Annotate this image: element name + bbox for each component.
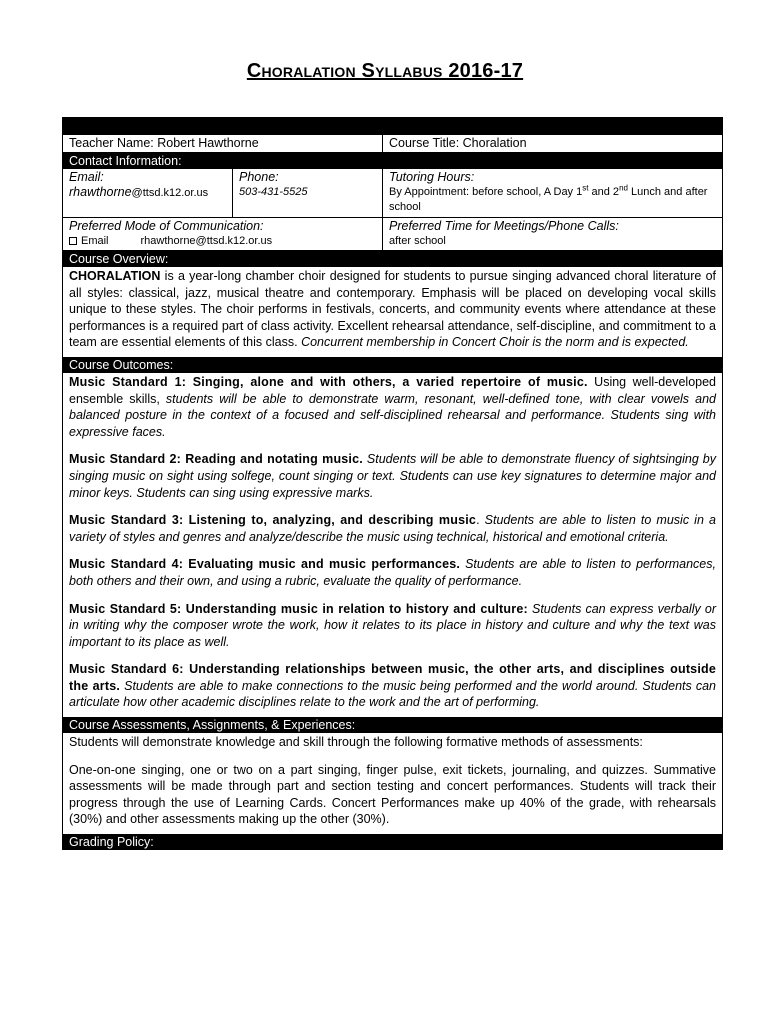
assessments-header: Course Assessments, Assignments, & Experiences: <box>63 717 722 733</box>
email-user: rhawthorne <box>69 185 132 199</box>
pref-time-cell <box>383 218 722 250</box>
document-title-text: Choralation Syllabus 2016-17 <box>246 60 524 82</box>
standard-5: Music Standard 5: Understanding music in relation to history and culture: Students can express verbally or in writing why the composer wrote the work, how it relates to its place in history and culture and why the text was important to its place as well. <box>69 601 716 649</box>
standard-2: Music Standard 2: Reading and notating music. Students will be able to demonstrate fluency of sightsinging by singing music on sight using solfege, count singing or text. Students can use key signatures to determine major and minor keys. Students can sing using expressive marks. <box>69 452 716 500</box>
standard-4: Music Standard 4: Evaluating music and music performances. Students are able to listen to performances, both others and their own, and using a rubric, evaluate the quality of performance. <box>69 557 716 588</box>
pref-mode-label: Preferred Mode of Communication: <box>69 219 264 233</box>
course-title: Course Title: Choralation <box>389 136 527 150</box>
standard-3: Music Standard 3: Listening to, analyzing, and describing music. Students are able to listen to music in a variety of styles and genres and analyze/describe the music using technical, historical and emotional criteria. <box>69 513 716 544</box>
pref-mode-cell <box>63 218 383 250</box>
email-domain: @ttsd.k12.or.us <box>131 187 209 199</box>
teacher-name: Teacher Name: Robert Hawthorne <box>63 135 383 152</box>
overview-text: is a year-long chamber choir designed for students to pursue singing advanced choral literature of all styles: classical, jazz, musical theatre and contemporary. Emphasis will be placed on developing vocal skills unique to these styles. The choir performs in festivals, concerts, and community events where attendance at these performances is a required part of class activity. Excellent rehearsal attendance, self-discipline, and commitment to a team are essential elements of this class. <box>69 269 716 350</box>
grading-header: Grading Policy: <box>63 834 722 850</box>
email-value <box>69 185 226 201</box>
document-title <box>0 60 770 83</box>
phone-label: Phone: <box>239 170 279 184</box>
pref-time-label: Preferred Time for Meetings/Phone Calls: <box>389 219 619 233</box>
checkbox-icon <box>69 237 77 245</box>
pref-mode-value <box>69 234 376 249</box>
pref-time-value: after school <box>389 235 446 247</box>
overview-header: Course Overview: <box>63 251 722 267</box>
outcomes-header: Course Outcomes: <box>63 357 722 373</box>
standard-6: Music Standard 6: Understanding relationships between music, the other arts, and disciplines outside the arts. Students are able to make connections to the music being performed and the world around. Students can articulate how other academic disciplines relate to the work and the art of performing. <box>69 662 716 710</box>
assessments-body <box>63 733 722 834</box>
teacher-course-row <box>63 135 722 153</box>
pref-mode-option: Email <box>81 235 109 247</box>
overview-lead: CHORALATION <box>69 269 161 283</box>
contact-row <box>63 169 722 218</box>
phone-value: 503-431-5525 <box>239 186 308 198</box>
contact-header: Contact Information: <box>63 153 722 169</box>
overview-italic: Concurrent membership in Concert Choir is the norm and is expected. <box>301 335 689 350</box>
standard-1: Music Standard 1: Singing, alone and with others, a varied repertoire of music. Using well-developed ensemble skills, students will be able to demonstrate warm, resonant, well-defined tone, with clear vowels and balanced posture in the context of a focused and self-disciplined rehearsal and performance. Students sing with expressive faces. <box>69 374 716 439</box>
overview-body <box>63 267 722 357</box>
phone-cell <box>233 169 383 217</box>
tutoring-label: Tutoring Hours: <box>389 170 475 184</box>
preference-row <box>63 218 722 251</box>
tutoring-cell <box>383 169 722 217</box>
email-cell <box>63 169 233 217</box>
tutoring-value: By Appointment: before school, A Day 1st and 2nd Lunch and after school <box>389 183 708 213</box>
assessments-detail: One-on-one singing, one or two on a part singing, finger pulse, exit tickets, journaling, and quizzes. Summative assessments will be made through part and section testing and concert performances. Students will track their progress through the use of Learning Cards. Concert Performances make up 40% of the grade, with rehearsals (30%) and other assessments making up the other (30%). <box>69 762 716 827</box>
syllabus-table <box>62 117 723 850</box>
top-header-bar <box>63 118 722 135</box>
email-label: Email: <box>69 170 104 184</box>
assessments-intro: Students will demonstrate knowledge and skill through the following formative methods of assessments: <box>69 735 643 750</box>
outcomes-body <box>63 373 722 717</box>
pref-mode-email: rhawthorne@ttsd.k12.or.us <box>140 235 273 247</box>
